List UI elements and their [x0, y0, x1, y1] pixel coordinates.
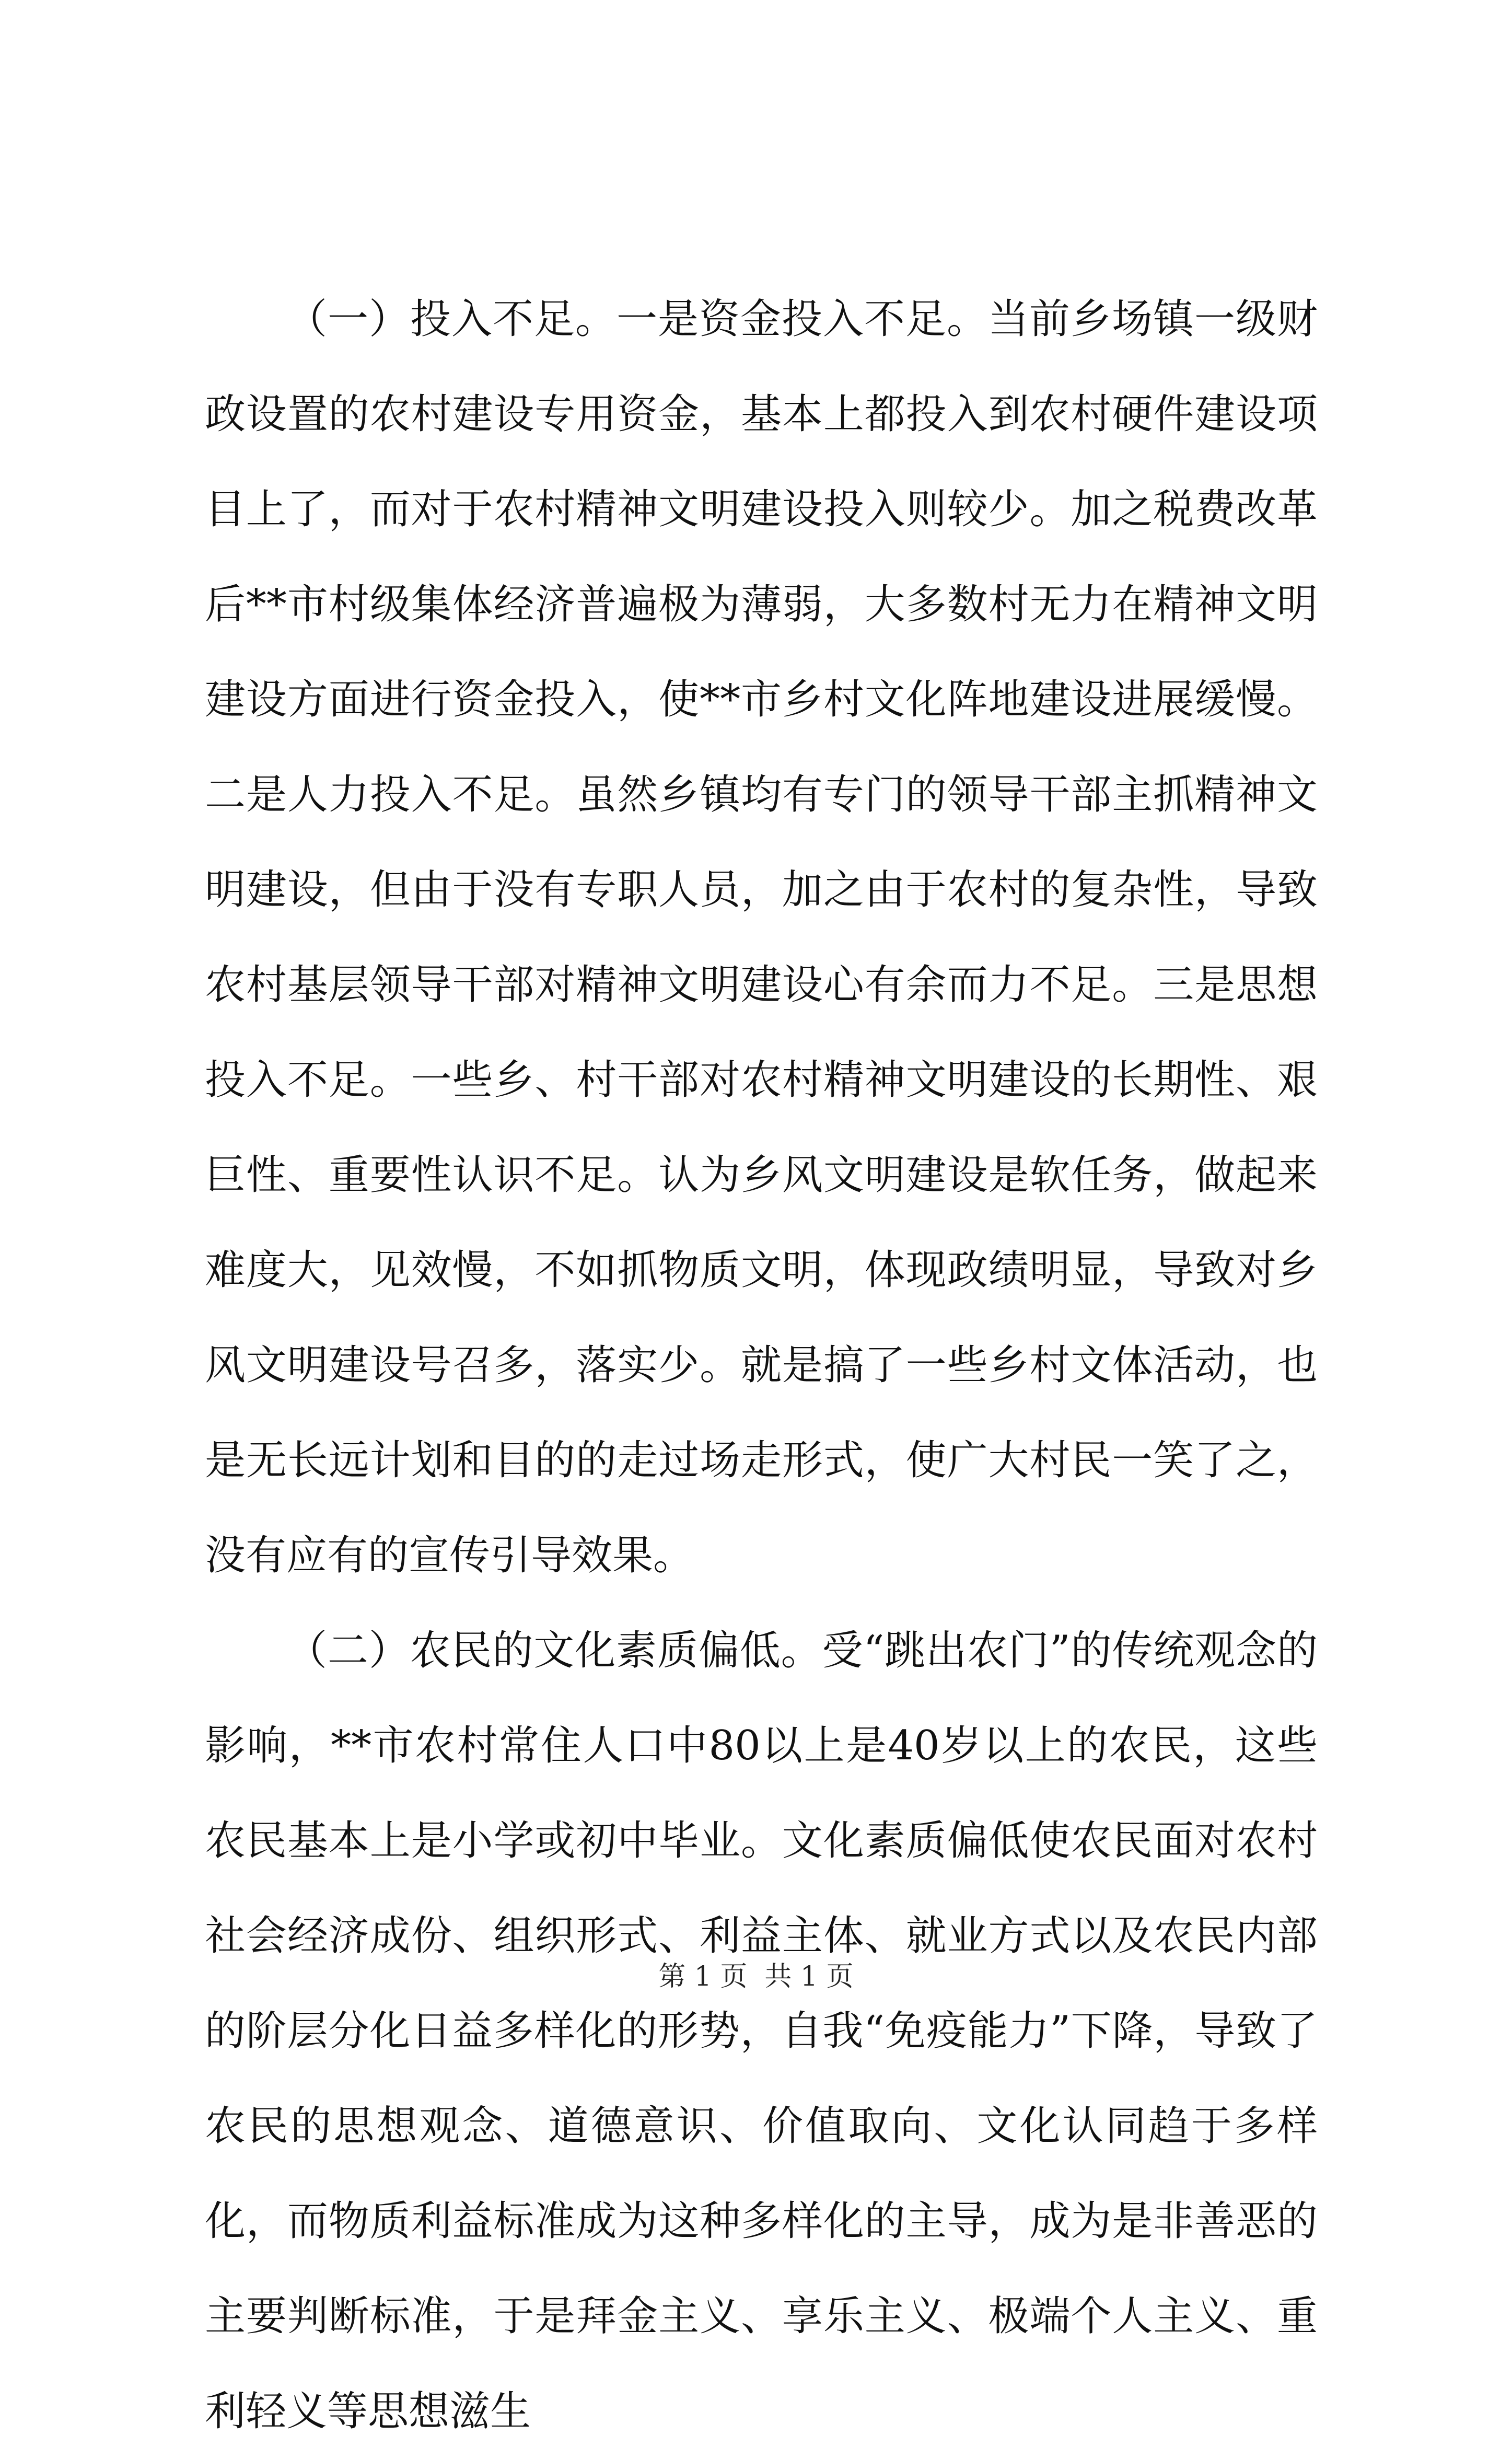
page-footer: 第 1 页 共 1 页	[658, 1961, 854, 1992]
document-body	[205, 272, 1318, 2459]
paragraph-farmer-education: （二）农民的文化素质偏低。受“跳出农门”的传统观念的影响，**市农村常住人口中80以上是40岁以上的农民，这些农民基本上是小学或初中毕业。文化素质偏低使农民面对农村社会经济成份、组织形式、利益主体、就业方式以及农民内部的阶层分化日益多样化的形势，自我“免疫能力”下降，导致了农民的思想观念、道德意识、价值取向、文化认同趋于多样化，而物质利益标准成为这种多样化的主导，成为是非善恶的主要判断标准，于是拜金主义、享乐主义、极端个人主义、重利轻义等思想滋生	[205, 1627, 1318, 2435]
paragraph-investment-shortage: （一）投入不足。一是资金投入不足。当前乡场镇一级财政设置的农村建设专用资金，基本上都投入到农村硬件建设项目上了，而对于农村精神文明建设投入则较少。加之税费改革后**市村级集体经济普遍极为薄弱，大多数村无力在精神文明建设方面进行资金投入，使**市乡村文化阵地建设进展缓慢。二是人力投入不足。虽然乡镇均有专门的领导干部主抓精神文明建设，但由于没有专职人员，加之由于农村的复杂性，导致农村基层领导干部对精神文明建设心有余而力不足。三是思想投入不足。一些乡、村干部对农村精神文明建设的长期性、艰巨性、重要性认识不足。认为乡风文明建设是软任务，做起来难度大，见效慢，不如抓物质文明，体现政绩明显，导致对乡风文明建设号召多，落实少。就是搞了一些乡村文体活动，也是无长远计划和目的的走过场走形式，使广大村民一笑了之，没有应有的宣传引导效果。	[205, 296, 1318, 1579]
